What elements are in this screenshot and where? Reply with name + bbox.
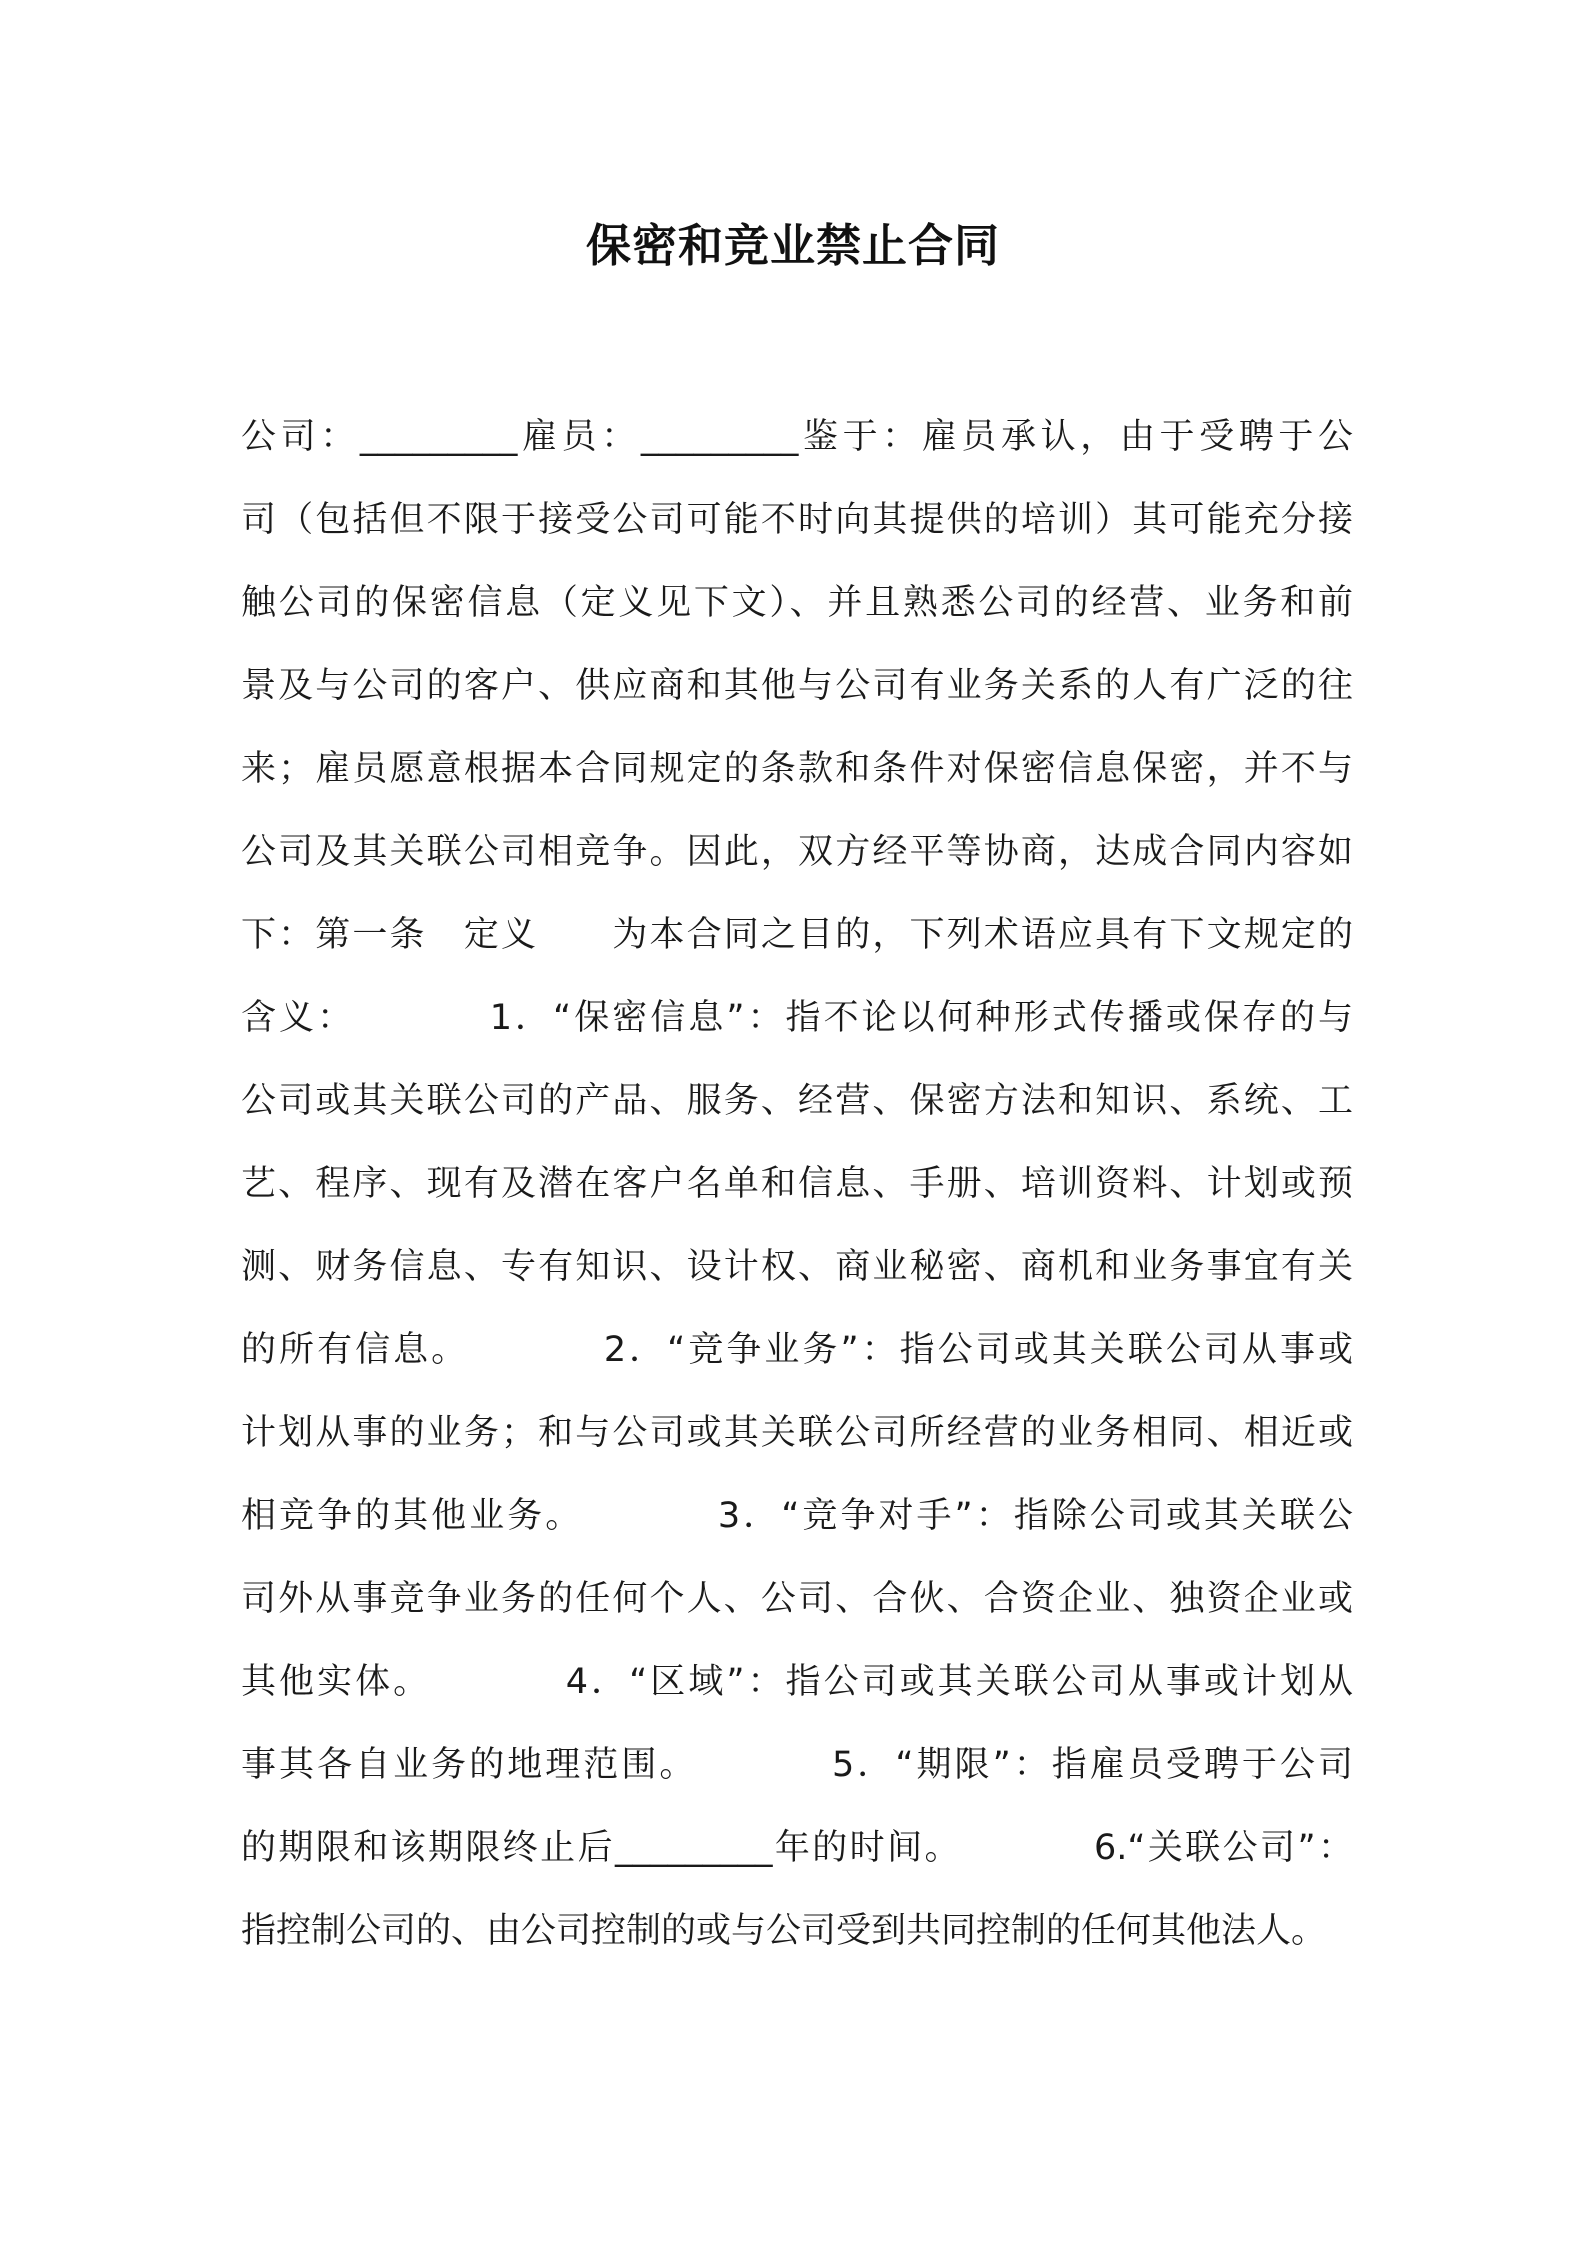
body-line: 公司或其关联公司的产品、服务、经营、保密方法和知识、系统、工 <box>241 1081 1353 1121</box>
body-line: 的所有信息。 2．“竞争业务”：指公司或其关联公司从事或 <box>241 1330 1353 1370</box>
body-line: 事其各自业务的地理范围。 5．“期限”：指雇员受聘于公司 <box>241 1745 1353 1785</box>
body-line: 的期限和该期限终止后_________年的时间。 6.“关联公司”： <box>241 1828 1353 1868</box>
body-line: 来；雇员愿意根据本合同规定的条款和条件对保密信息保密，并不与 <box>241 749 1353 789</box>
body-line: 相竞争的其他业务。 3．“竞争对手”：指除公司或其关联公 <box>241 1496 1353 1536</box>
body-line: 公司：_________雇员：_________鉴于：雇员承认，由于受聘于公 <box>241 417 1353 457</box>
body-line: 其他实体。 4．“区域”：指公司或其关联公司从事或计划从 <box>241 1662 1353 1702</box>
body-line: 司外从事竞争业务的任何个人、公司、合伙、合资企业、独资企业或 <box>241 1579 1353 1619</box>
body-line: 司（包括但不限于接受公司可能不时向其提供的培训）其可能充分接 <box>241 500 1353 540</box>
body-line: 含义： 1．“保密信息”：指不论以何种形式传播或保存的与 <box>241 998 1353 1038</box>
body-line: 景及与公司的客户、供应商和其他与公司有业务关系的人有广泛的往 <box>241 666 1353 706</box>
body-line: 测、财务信息、专有知识、设计权、商业秘密、商机和业务事宜有关 <box>241 1247 1353 1287</box>
body-line: 公司及其关联公司相竞争。因此，双方经平等协商，达成合同内容如 <box>241 832 1353 872</box>
document-title: 保密和竞业禁止合同 <box>585 219 1000 272</box>
body-line: 触公司的保密信息（定义见下文）、并且熟悉公司的经营、业务和前 <box>241 583 1353 623</box>
body-line: 指控制公司的、由公司控制的或与公司受到共同控制的任何其他法人。 <box>241 1911 1327 1951</box>
body-line: 下：第一条 定义 为本合同之目的，下列术语应具有下文规定的 <box>241 915 1353 955</box>
body-line: 艺、程序、现有及潜在客户名单和信息、手册、培训资料、计划或预 <box>241 1164 1353 1204</box>
body-line: 计划从事的业务；和与公司或其关联公司所经营的业务相同、相近或 <box>241 1413 1353 1453</box>
